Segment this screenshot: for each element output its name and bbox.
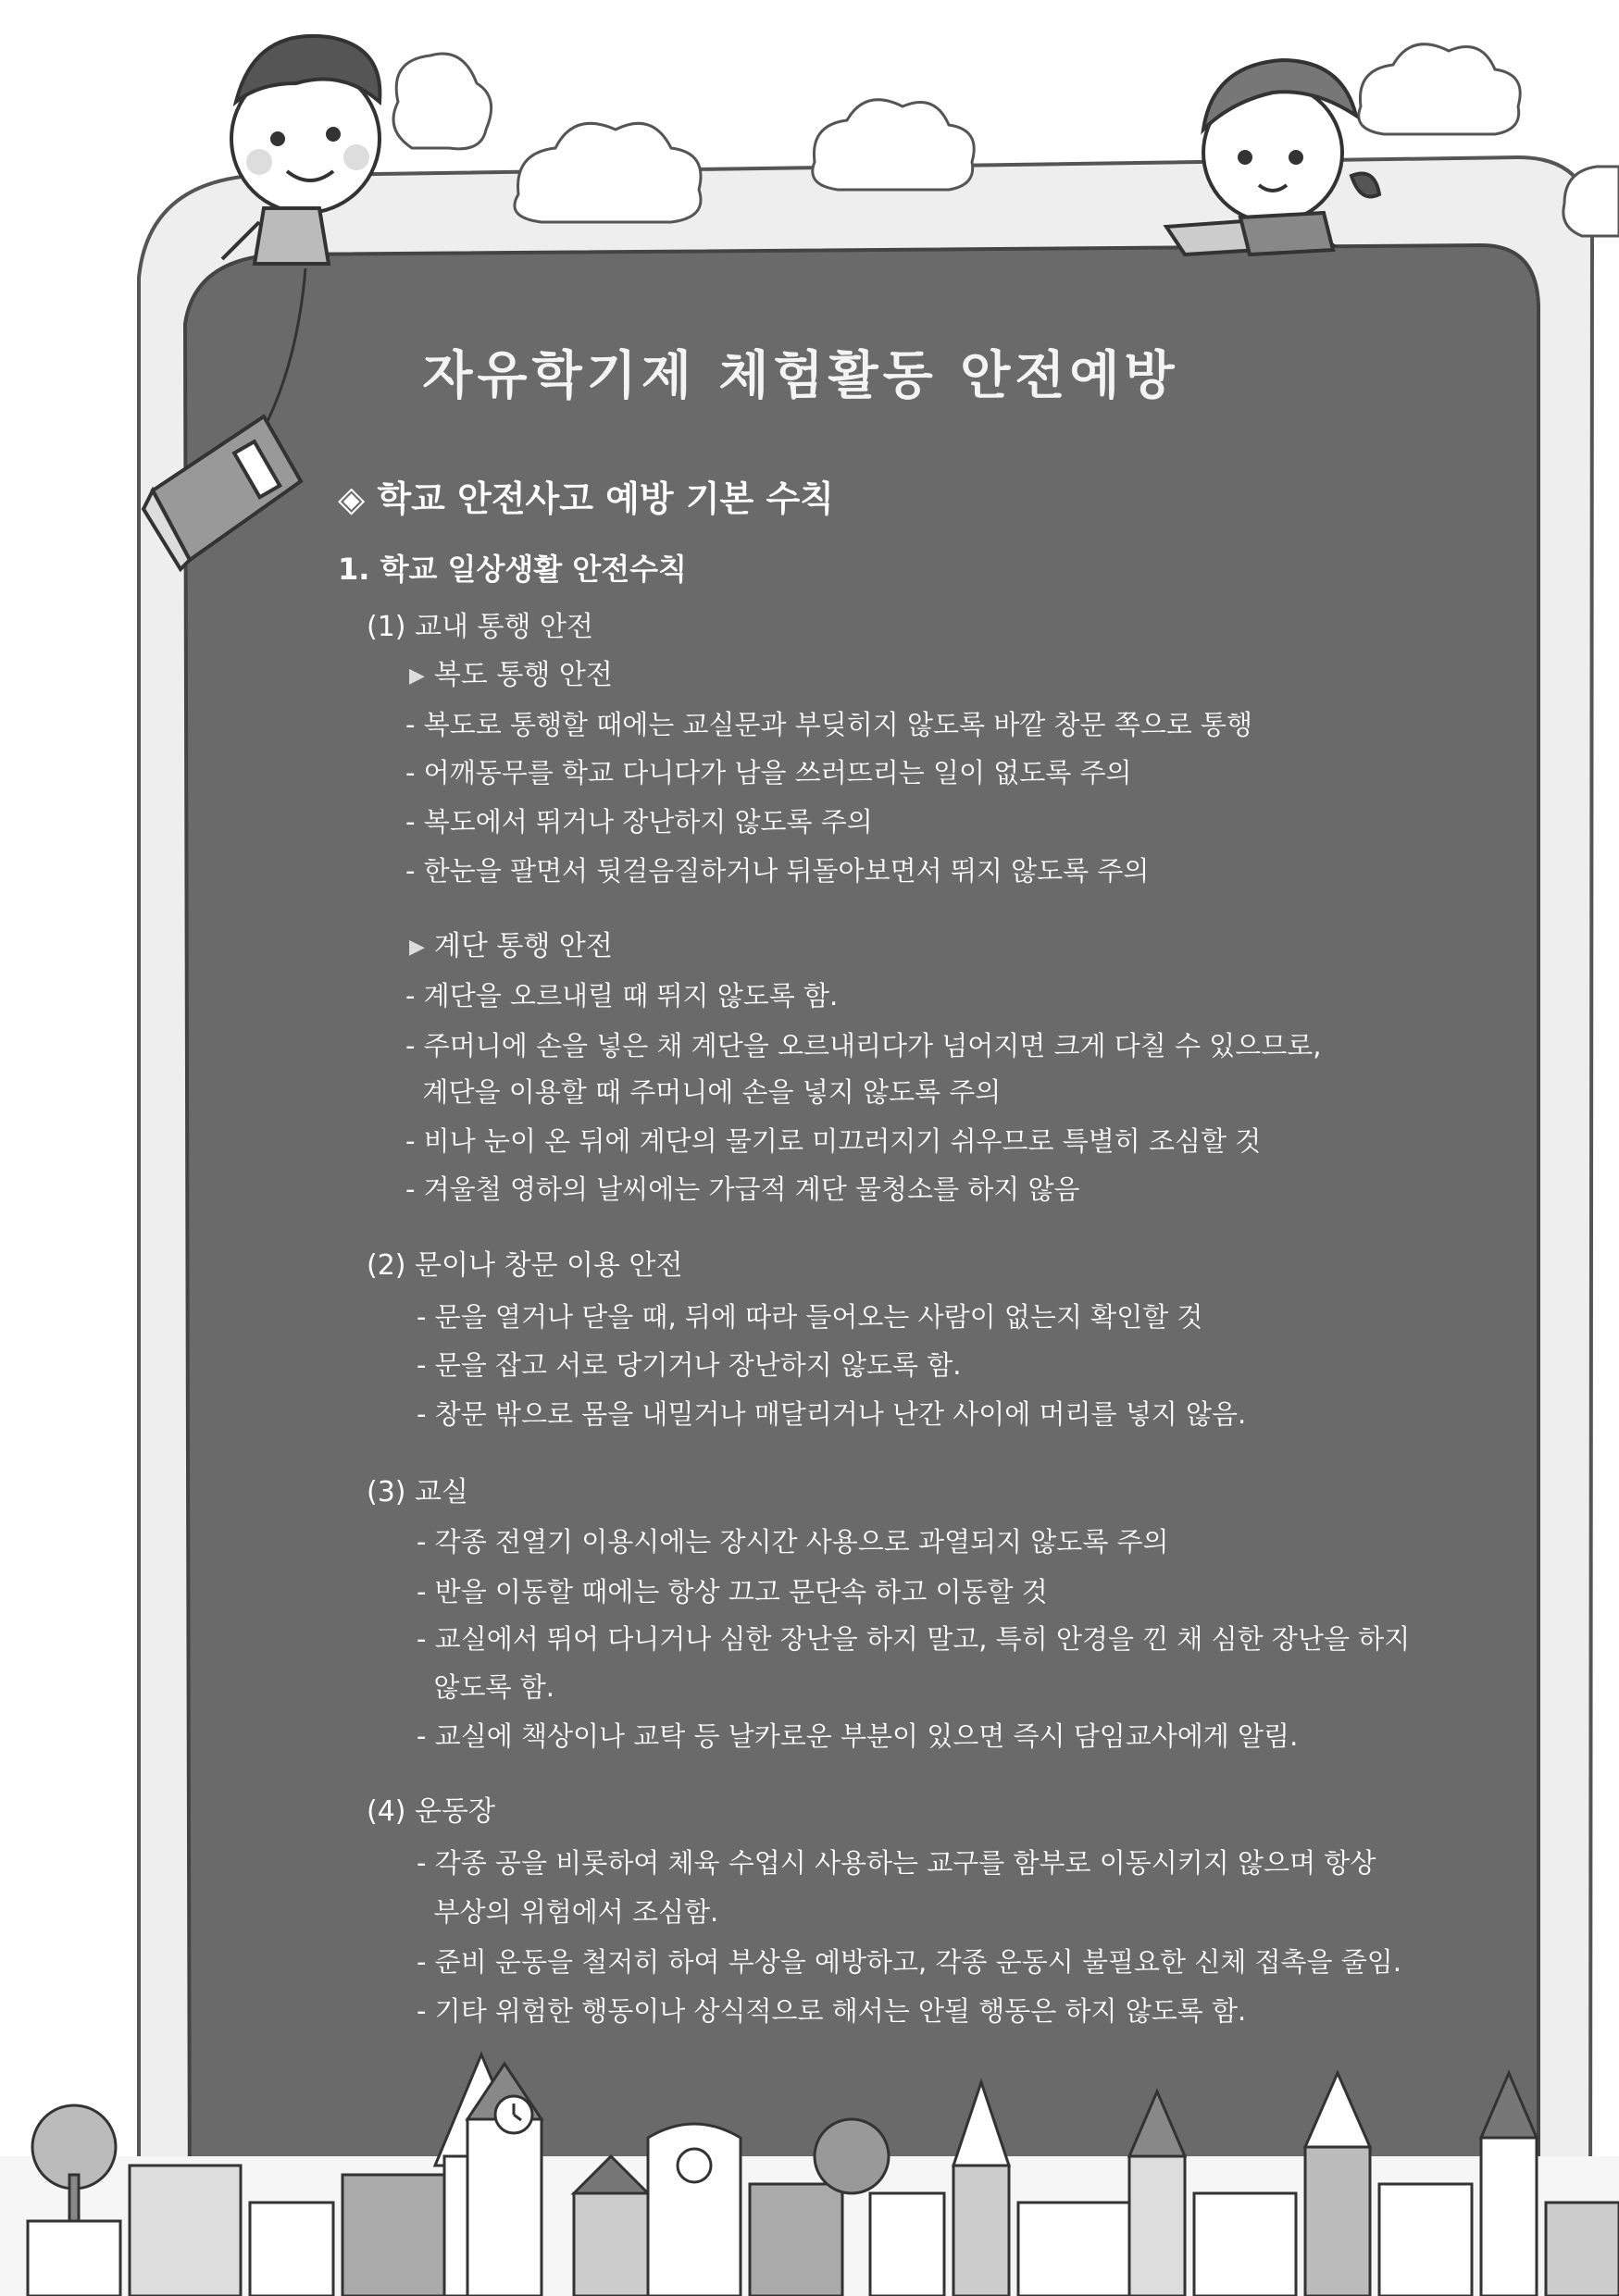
rule-line: - 준비 운동을 철저히 하여 부상을 예방하고, 각종 운동시 불필요한 신체 접촉을 줄임. bbox=[417, 1946, 1401, 1978]
rule-line: - 복도에서 뛰거나 장난하지 않도록 주의 bbox=[405, 806, 873, 838]
topic-title: 복도 통행 안전 bbox=[433, 659, 613, 691]
rule-line: - 교실에 책상이나 교탁 등 날카로운 부분이 있으면 즉시 담임교사에게 알림. bbox=[417, 1720, 1299, 1752]
rule-line: 부상의 위험에서 조심함. bbox=[417, 1896, 719, 1928]
rule-line: 않도록 함. bbox=[417, 1671, 554, 1703]
rule-line: - 창문 밖으로 몸을 내밀거나 매달리거나 난간 사이에 머리를 넣지 않음. bbox=[417, 1398, 1247, 1430]
rule-line: - 각종 공을 비롯하여 체육 수업시 사용하는 교구를 함부로 이동시키지 않으며 항상 bbox=[417, 1847, 1376, 1879]
rule-line: - 각종 전열기 이용시에는 장시간 사용으로 과열되지 않도록 주의 bbox=[417, 1526, 1169, 1558]
rule-line: - 겨울철 영하의 날씨에는 가급적 계단 물청소를 하지 않음 bbox=[405, 1173, 1080, 1205]
rule-line: - 비나 눈이 온 뒤에 계단의 물기로 미끄러지기 쉬우므로 특별히 조심할 것 bbox=[405, 1125, 1262, 1157]
item-heading: (3) 교실 bbox=[367, 1476, 468, 1508]
rule-line: 계단을 이용할 때 주머니에 손을 넣지 않도록 주의 bbox=[405, 1076, 1002, 1108]
section-heading bbox=[338, 470, 834, 521]
rule-line: - 주머니에 손을 넣은 채 계단을 오르내리다가 넘어지면 크게 다칠 수 있으므로, bbox=[405, 1030, 1322, 1061]
topic-marker: ▶ bbox=[409, 664, 425, 688]
topic-heading bbox=[409, 930, 613, 964]
section-marker: ◈ bbox=[338, 478, 366, 519]
rule-line: - 교실에서 뛰어 다니거나 심한 장난을 하지 말고, 특히 안경을 낀 채 심한 장난을 하지 bbox=[417, 1623, 1411, 1655]
rule-line: - 반을 이동할 때에는 항상 끄고 문단속 하고 이동할 것 bbox=[417, 1576, 1048, 1607]
rule-line: - 한눈을 팔면서 뒷걸음질하거나 뒤돌아보면서 뛰지 않도록 주의 bbox=[405, 855, 1150, 887]
rule-line: - 문을 열거나 닫을 때, 뒤에 따라 들어오는 사람이 없는지 확인할 것 bbox=[417, 1301, 1203, 1333]
topic-title: 계단 통행 안전 bbox=[433, 930, 613, 962]
item-heading: (4) 운동장 bbox=[367, 1795, 495, 1828]
clock-icon bbox=[495, 2096, 532, 2133]
item-heading: (1) 교내 통행 안전 bbox=[367, 611, 593, 643]
rule-line: - 어깨동무를 학교 다니다가 남을 쓰러뜨리는 일이 없도록 주의 bbox=[405, 757, 1132, 788]
topic-marker: ▶ bbox=[409, 936, 425, 959]
rule-line: - 복도로 통행할 때에는 교실문과 부딪히지 않도록 바깥 창문 쪽으로 통행 bbox=[405, 709, 1253, 740]
rule-line: - 문을 잡고 서로 당기거나 장난하지 않도록 함. bbox=[417, 1349, 962, 1381]
rule-line: - 계단을 오르내릴 때 뛰지 않도록 함. bbox=[405, 980, 839, 1011]
section-title: 학교 안전사고 예방 기본 수칙 bbox=[377, 478, 834, 519]
topic-heading bbox=[409, 659, 613, 693]
board-content bbox=[185, 315, 1463, 2073]
page-title: 자유학기제 체험활동 안전예방 bbox=[422, 346, 1179, 406]
rule-line: - 기타 위험한 행동이나 상식적으로 해서는 안될 행동은 하지 않도록 함. bbox=[417, 1995, 1247, 2027]
subsection-title: 1. 학교 일상생활 안전수칙 bbox=[338, 552, 687, 587]
item-heading: (2) 문이나 창문 이용 안전 bbox=[367, 1249, 683, 1282]
